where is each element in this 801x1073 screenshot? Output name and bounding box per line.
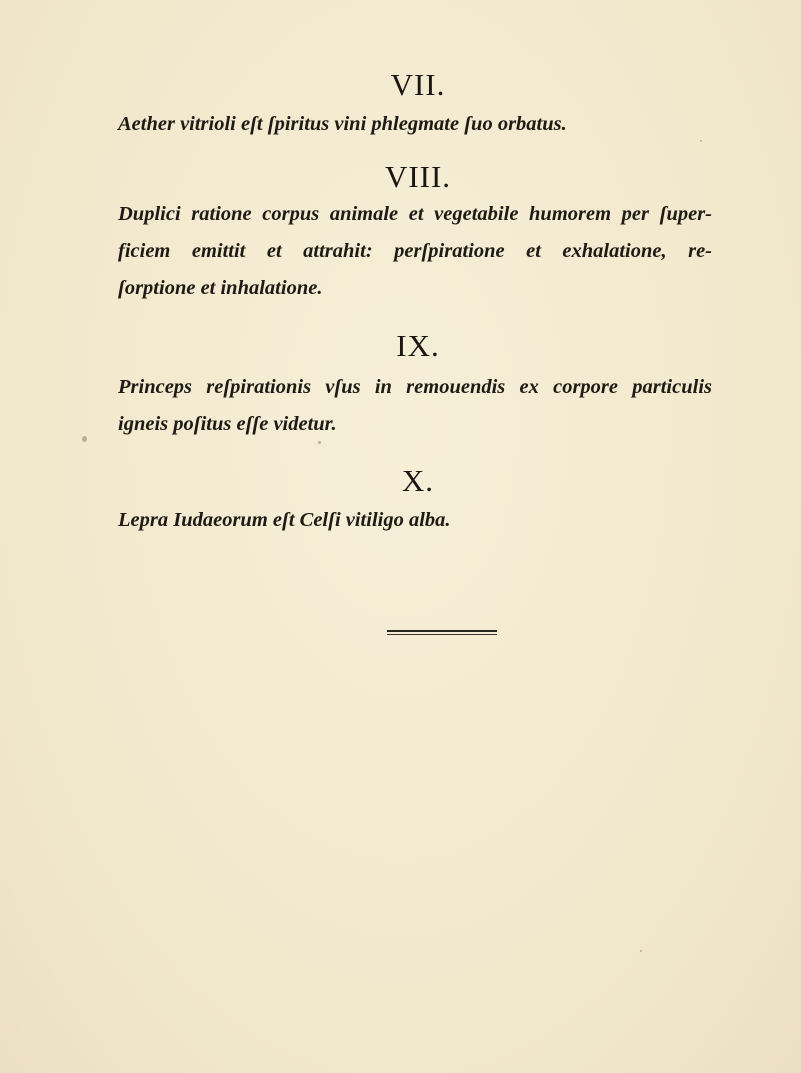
theses-block: [118, 68, 718, 539]
thesis-text-x: [118, 502, 718, 539]
thesis-number-vii: VII.: [390, 67, 446, 102]
thesis-line: igneis poſitus eſſe videtur.: [118, 413, 337, 435]
thesis-line: ficiem emittit et attrahit: perſpiratione et exhalatione, re-: [118, 240, 712, 262]
thesis-line: ſorptione et inhalatione.: [118, 277, 323, 299]
paper-speck: [82, 436, 87, 442]
thesis-line: Aether vitrioli eſt ſpiritus vini phlegmate ſuo orbatus.: [118, 113, 567, 135]
closing-rule-thin: [387, 634, 497, 635]
paper-speck: [700, 140, 702, 142]
thesis-number-ix: IX.: [396, 328, 440, 363]
thesis-number-x: X.: [401, 463, 435, 498]
thesis-line: Lepra Iudaeorum eſt Celſi vitiligo alba.: [118, 509, 451, 531]
paper-speck: [640, 950, 642, 952]
paper-speck: [318, 441, 321, 444]
thesis-number-viii: VIII.: [384, 159, 452, 194]
thesis-text-vii: [118, 106, 718, 143]
thesis-text-ix: [118, 369, 718, 443]
closing-rule-thick: [387, 630, 497, 632]
thesis-text-viii: [118, 196, 718, 307]
thesis-line: Duplici ratione corpus animale et vegetabile humorem per ſuper-: [118, 203, 712, 225]
thesis-line: Princeps reſpirationis vſus in remouendis ex corpore particulis: [118, 376, 712, 398]
